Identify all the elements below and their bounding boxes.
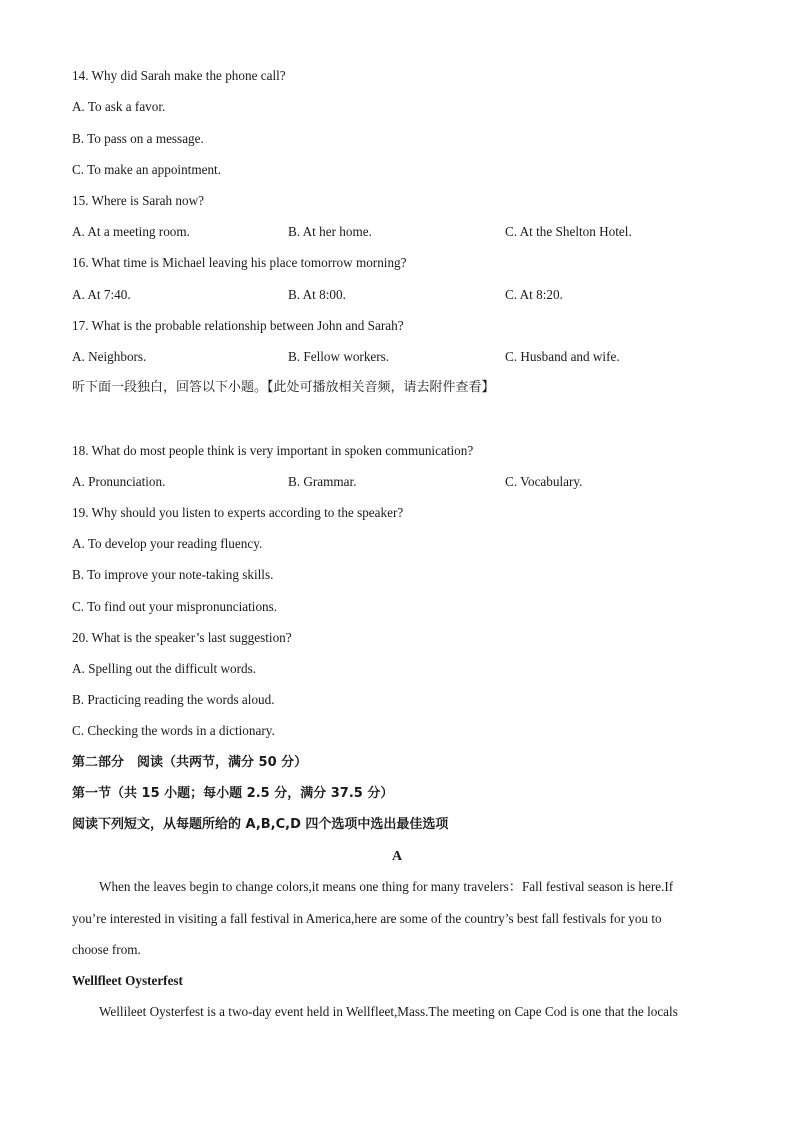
question-18-option-c: C. Vocabulary.	[505, 474, 583, 489]
part2-heading: 第二部分 阅读（共两节，满分 50 分）	[72, 755, 308, 770]
question-16-stem: 16. What time is Michael leaving his place tomorrow morning?	[72, 255, 407, 270]
question-18-option-a: A. Pronunciation.	[72, 474, 166, 489]
reading-instruction: 阅读下列短文，从每题所给的 A,B,C,D 四个选项中选出最佳选项	[72, 817, 449, 832]
question-15-option-c: C. At the Shelton Hotel.	[505, 224, 632, 239]
question-14-option-a: A. To ask a favor.	[72, 99, 166, 114]
question-15-option-a: A. At a meeting room.	[72, 224, 190, 239]
question-19-option-c: C. To find out your mispronunciations.	[72, 599, 278, 614]
question-16-option-a: A. At 7:40.	[72, 287, 131, 302]
question-15-stem: 15. Where is Sarah now?	[72, 193, 204, 208]
question-17-option-b: B. Fellow workers.	[288, 349, 390, 364]
monologue-instruction: 听下面一段独白，回答以下小题。【此处可播放相关音频，请去附件查看】	[72, 380, 495, 395]
question-19-option-b: B. To improve your note-taking skills.	[72, 567, 274, 582]
question-14-option-b: B. To pass on a message.	[72, 131, 204, 146]
question-17-stem: 17. What is the probable relationship between John and Sarah?	[72, 318, 404, 333]
section1-heading: 第一节（共 15 小题；每小题 2.5 分，满分 37.5 分）	[72, 786, 394, 801]
subheading: Wellfleet Oysterfest	[72, 973, 183, 988]
question-18-option-b: B. Grammar.	[288, 474, 357, 489]
question-16-option-b: B. At 8:00.	[288, 287, 346, 302]
passage-line-1: When the leaves begin to change colors,it means one thing for many travelers：Fall festival season is here.If	[99, 879, 674, 894]
question-20-option-c: C. Checking the words in a dictionary.	[72, 723, 275, 738]
question-20-option-a: A. Spelling out the difficult words.	[72, 661, 257, 676]
question-14-stem: 14. Why did Sarah make the phone call?	[72, 68, 286, 83]
question-15-option-b: B. At her home.	[288, 224, 372, 239]
passage-line-2: you’re interested in visiting a fall festival in America,here are some of the country’s best fall festivals for you to	[72, 911, 662, 926]
passage-line-3: choose from.	[72, 942, 141, 957]
question-16-option-c: C. At 8:20.	[505, 287, 563, 302]
passage-label: A	[391, 849, 403, 864]
passage2-line-1: Wellileet Oysterfest is a two-day event held in Wellfleet,Mass.The meeting on Cape Cod is one that the locals	[99, 1004, 678, 1019]
question-17-option-a: A. Neighbors.	[72, 349, 147, 364]
question-18-stem: 18. What do most people think is very important in spoken communication?	[72, 443, 474, 458]
question-17-option-c: C. Husband and wife.	[505, 349, 620, 364]
question-20-option-b: B. Practicing reading the words aloud.	[72, 692, 275, 707]
question-19-stem: 19. Why should you listen to experts according to the speaker?	[72, 505, 404, 520]
question-14-option-c: C. To make an appointment.	[72, 162, 221, 177]
question-19-option-a: A. To develop your reading fluency.	[72, 536, 263, 551]
question-20-stem: 20. What is the speaker’s last suggestion?	[72, 630, 292, 645]
